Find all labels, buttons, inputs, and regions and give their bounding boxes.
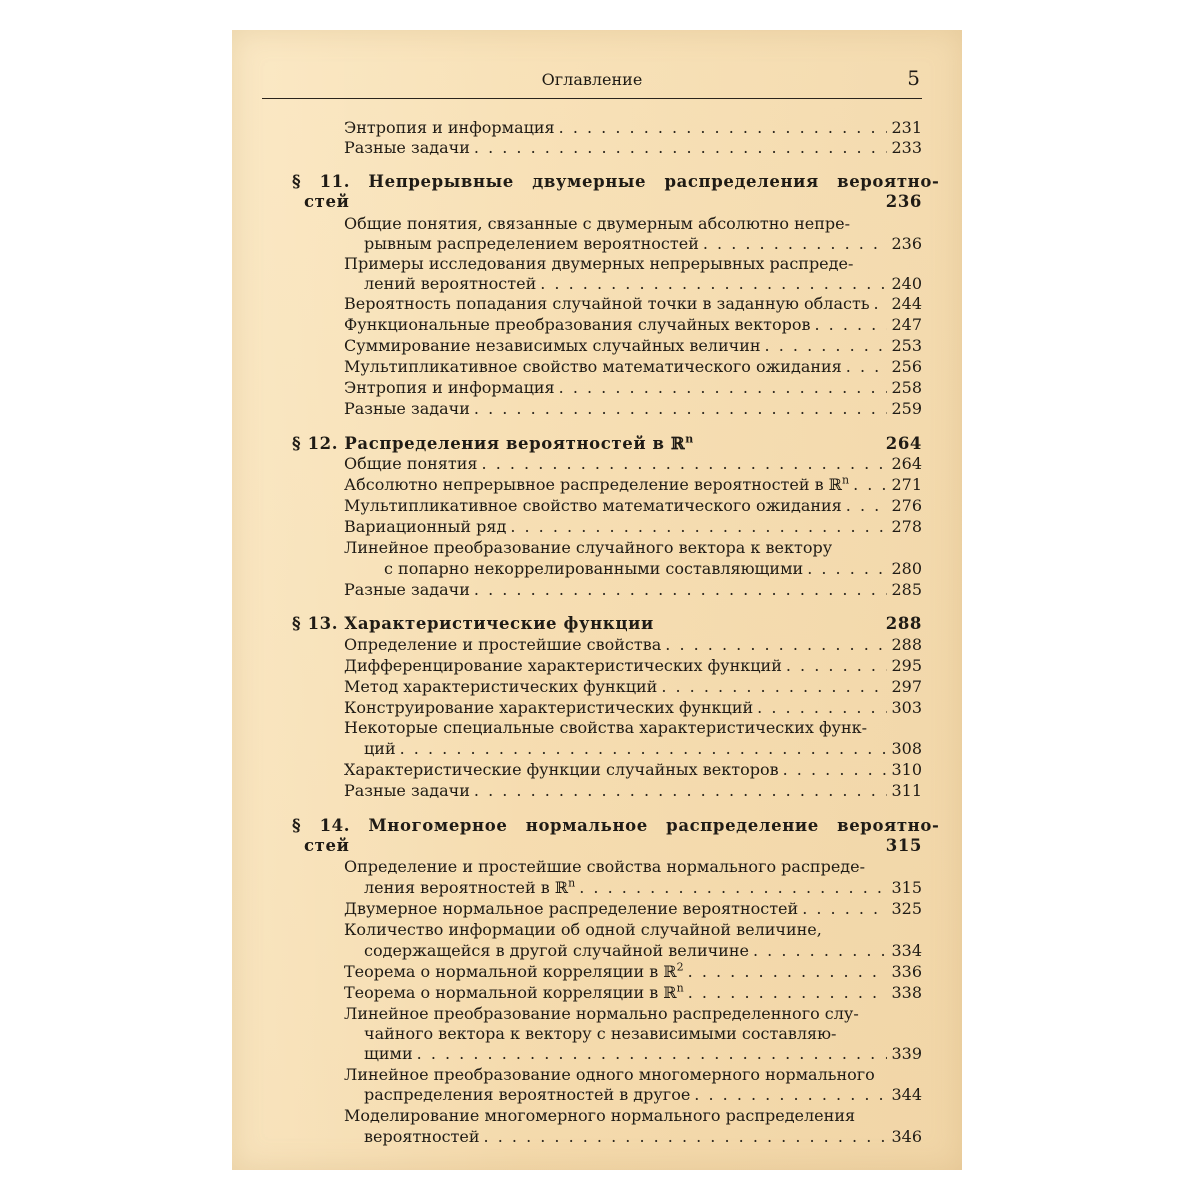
toc-entry: Примеры исследования двумерных непрерывных распреде-: [344, 254, 854, 273]
toc-entry: Метод характеристических функций . . . 297: [344, 677, 922, 697]
toc-entry: Дифференцирование характеристических функций . . . 295: [344, 656, 922, 676]
toc-entry: Конструирование характеристических функций . . . 303: [344, 698, 922, 718]
toc-entry: Линейное преобразование нормально распределенного слу-: [344, 1004, 859, 1023]
toc-entry: Количество информации об одной случайной величине,: [344, 920, 822, 939]
toc-entry: Энтропия и информация . . . 231: [344, 118, 922, 138]
toc-entry: Теорема о нормальной корреляции в ℝ$^2$ . . . 336: [344, 962, 922, 982]
toc-entry-cont: лений вероятностей . . . 240: [364, 274, 922, 294]
toc-entry: Теорема о нормальной корреляции в ℝ$^n$ . . . 338: [344, 983, 922, 1003]
toc-entry: Характеристические функции случайных векторов . . . 310: [344, 760, 922, 780]
toc-entry-cont: с попарно некоррелированными составляющими . . . 280: [384, 559, 922, 579]
toc-entry-cont: рывным распределением вероятностей . . . 236: [364, 234, 922, 254]
toc-entry: Суммирование независимых случайных величин . . . 253: [344, 336, 922, 356]
toc-entry: Разные задачи . . . 233: [344, 138, 922, 158]
toc-entry-cont: ления вероятностей в ℝ$^n$ . . . 315: [364, 878, 922, 898]
toc-entry: Вариационный ряд . . . 278: [344, 517, 922, 537]
toc-entry-cont: ций . . . 308: [364, 739, 922, 759]
toc-entry: Энтропия и информация . . . 258: [344, 378, 922, 398]
toc-entry: Разные задачи . . . 285: [344, 580, 922, 600]
page-number: 5: [907, 66, 920, 90]
toc-entry: Мультипликативное свойство математического ожидания . . . 276: [344, 496, 922, 516]
toc-entry: Определение и простейшие свойства . . . 288: [344, 635, 922, 655]
toc-entry-cont: содержащейся в другой случайной величине . . . 334: [364, 941, 922, 961]
header-title: Оглавление: [541, 70, 643, 89]
table-of-contents: [232, 30, 962, 1170]
toc-entry: Разные задачи . . . 259: [344, 399, 922, 419]
toc-entry-cont: чайного вектора к вектору с независимыми составляю-: [364, 1024, 837, 1043]
toc-entry: Мультипликативное свойство математического ожидания . . . 256: [344, 357, 922, 377]
toc-entry: Некоторые специальные свойства характеристических функ-: [344, 718, 868, 737]
toc-entry: Функциональные преобразования случайных векторов . . . 247: [344, 315, 922, 335]
toc-entry: Общие понятия, связанные с двумерным абсолютно непре-: [344, 214, 851, 233]
toc-entry: Разные задачи . . . 311: [344, 781, 922, 801]
book-page: [232, 30, 962, 1170]
toc-entry-cont: вероятностей . . . 346: [364, 1127, 922, 1147]
toc-entry: Абсолютно непрерывное распределение вероятностей в ℝ$^n$ . . . 271: [344, 475, 922, 495]
toc-entry-cont: щими . . . 339: [364, 1044, 922, 1064]
section-heading-12: § 12. Распределения вероятностей в ℝ$^n$ 264: [292, 432, 922, 453]
toc-entry: Моделирование многомерного нормального распределения: [344, 1106, 856, 1125]
section-heading-14-cont: стей 315: [304, 836, 922, 855]
toc-entry: Линейное преобразование случайного вектора к вектору: [344, 538, 833, 557]
section-heading-14: § 14. Многомерное нормальное распределение вероятно-: [292, 816, 940, 835]
toc-entry: Определение и простейшие свойства нормального распреде-: [344, 857, 866, 876]
toc-entry: Линейное преобразование одного многомерного нормального: [344, 1065, 875, 1084]
section-heading-11: § 11. Непрерывные двумерные распределения вероятно-: [292, 172, 940, 191]
toc-entry-cont: распределения вероятностей в другое . . . 344: [364, 1085, 922, 1105]
section-heading-11-cont: стей 236: [304, 192, 922, 211]
section-heading-13: § 13. Характеристические функции 288: [292, 614, 922, 633]
toc-entry: Вероятность попадания случайной точки в заданную область . . . 244: [344, 294, 922, 314]
toc-entry: Двумерное нормальное распределение вероятностей . . . 325: [344, 899, 922, 919]
toc-entry: Общие понятия . . . 264: [344, 454, 922, 474]
